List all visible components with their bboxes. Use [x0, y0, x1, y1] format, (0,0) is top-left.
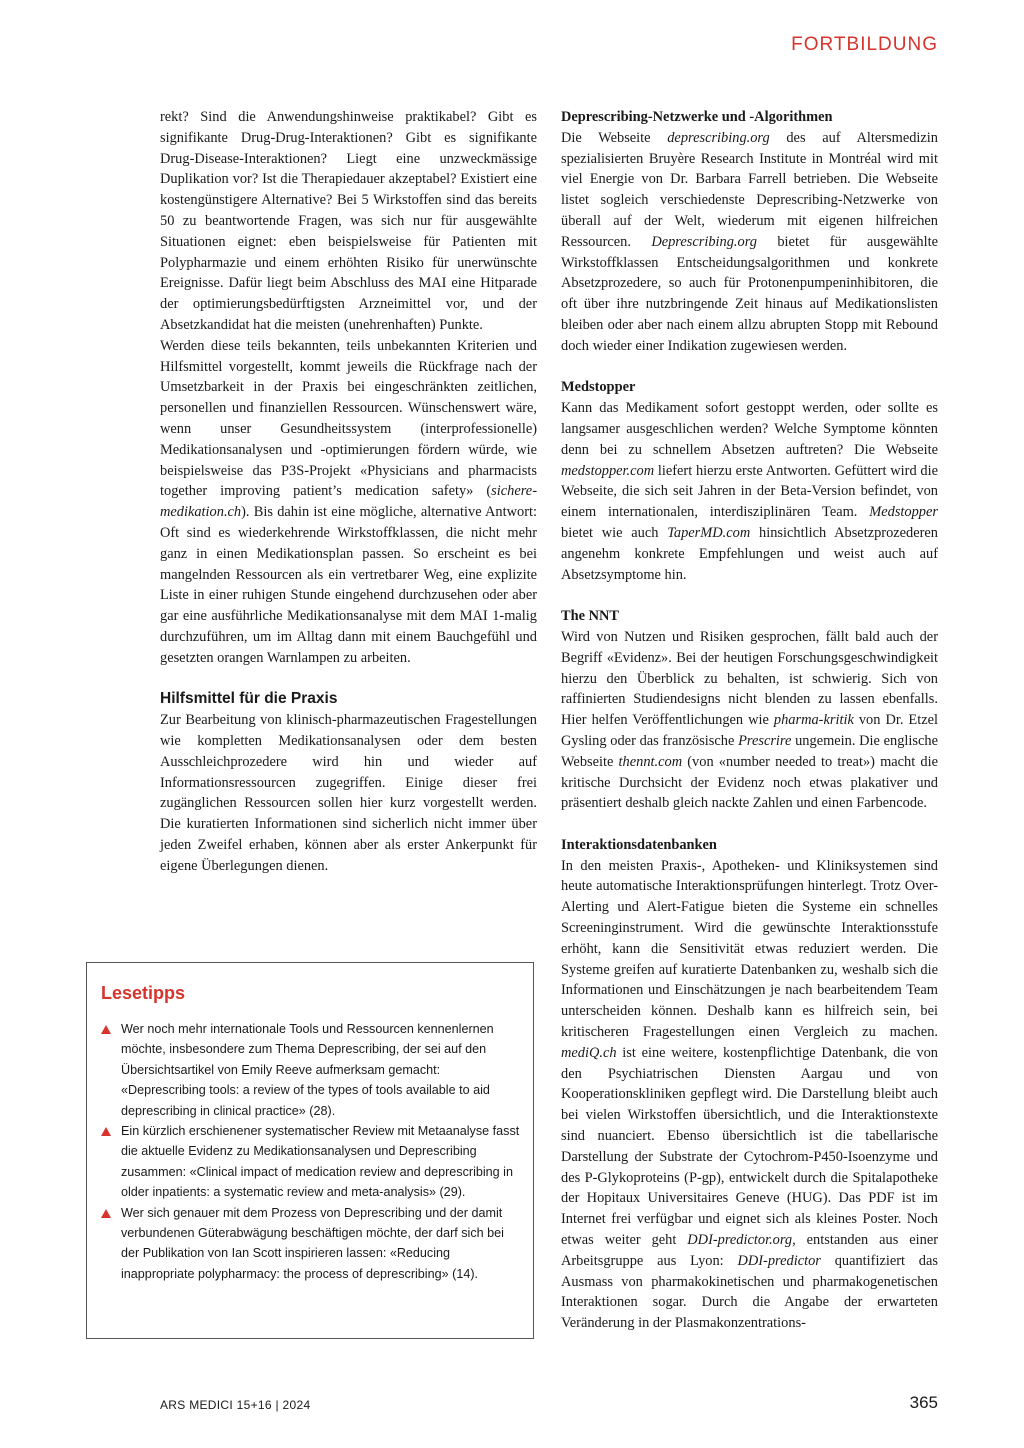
section-label: FORTBILDUNG [791, 34, 938, 55]
section-heading: Hilfsmittel für die Praxis [160, 690, 338, 708]
paragraph: Kann das Medikament sofort gestoppt werden, oder sollte es langsamer ausgeschlichen werden? Welche Symptome könnten denn bei zu schnellem Absetzen auftreten? Die Webseite medstopper.com liefert hierzu erste Antworten. Gefüttert wird die Webseite, die sich seit Jahren in der Beta-Version befindet, von einem internationalen, interdisziplinären Team. Medstopper bietet wie auch TaperMD.com hinsichtlich Absetzprozederen angenehm konkrete Empfehlungen und weist auch auf Absetzsymptome hin. [561, 400, 938, 583]
journal-footer: ARS MEDICI 15+16 | 2024 [160, 1398, 311, 1412]
left-column [160, 107, 537, 876]
link-thennt[interactable]: thennt.com [618, 753, 683, 770]
paragraph: Zur Bearbeitung von klinisch-pharmazeutischen Fragestellungen wie kompletten Medikationsanalysen oder dem besten Ausschleichprozedere wird hin und wieder auf Informationsressourcen zugegriffen. Einige dieser frei zugänglichen Ressourcen sollen hier kurz vorgestellt werden. Die kuratierten Informationen sind sicherlich nicht immer über jeden Zweifel erhaben, können aber als erster Ankerpunkt für eigene Überlegungen dienen. [160, 712, 537, 874]
link-mediq[interactable]: mediQ.ch [561, 1044, 617, 1061]
right-column [561, 107, 938, 1334]
link-deprescribing[interactable]: Deprescribing.org [651, 233, 757, 250]
paragraph: Die Webseite deprescribing.org des auf Altersmedizin spezialisierten Bruyère Research Institute in Montréal wird mit viel Energie von Dr. Barbara Farrell betrieben. Die Webseite listet sogleich verschiedenste Deprescribing-Netzwerke von überall auf der Welt, wiederum mit eigenen hilfreichen Ressourcen. Deprescribing.org bietet für ausgewählte Wirkstoffklassen Entscheidungsalgorithmen und konkrete Absetzprozedere, so auch für Protonenpumpeninhibitoren, die oft über ihre nutzbringende Zeit hinaus auf Medikationslisten bleiben oder aber nach einem allzu abrupten Stopp mit Rebound doch wieder einer Indikation zugewiesen werden. [561, 129, 938, 354]
link-medstopper: Medstopper [869, 504, 938, 521]
triangle-bullet-icon [101, 1025, 111, 1034]
ddi-predictor-ref: DDI-predictor [737, 1252, 821, 1269]
list-item: Wer noch mehr internationale Tools und Ressourcen kennenlernen möchte, insbesondere zum Thema Deprescribing, der sei auf den Übersichtsartikel von Emily Reeve aufmerksam gemacht: «Deprescribing tools: a review of the types of tools available to aid deprescribing in clinical practice» (28). [101, 1019, 521, 1121]
prescrire-ref: Prescrire [738, 732, 792, 749]
link-deprescribing[interactable]: deprescribing.org [667, 129, 770, 146]
paragraph: Wird von Nutzen und Risiken gesprochen, fällt bald auch der Begriff «Evidenz». Bei der heutigen Forschungsgeschwindigkeit hierzu den Überblick zu behalten, ist schwierig. Sich von raffinierten Studiendesigns nicht blenden zu lassen ebenfalls. Hier helfen Veröffentlichungen wie pharma-kritik von Dr. Etzel Gysling oder das französische Prescrire ungemein. Die englische Webseite thennt.com (von «number needed to treat») macht die kritische Durchsicht der Evidenz noch etwas plakativer und präsentiert deshalb gleich nackte Zahlen und einen Farbencode. [561, 628, 938, 812]
reading-tips-list [101, 1019, 521, 1284]
paragraph: Werden diese teils bekannten, teils unbekannten Kriterien und Hilfsmittel vorgestellt, kommt jeweils die Rückfrage nach der Umsetzbarkeit in der Praxis bei eingeschränkten zeitlichen, personellen und finanziellen Ressourcen. Wünschenswert wäre, wenn unser Gesundheitssystem (interprofessionelle) Medikationsanalysen und -optimierungen fördern würde, wie beispielsweise das P3S-Projekt «Physicians and pharmacists together improving patient’s medication safety» (sichere-medikation.ch). Bis dahin ist eine mögliche, alternative Antwort: Oft sind es wiederkehrende Wirkstoffklassen, die nicht mehr ganz in einen Medikationsplan passen. So erscheint es bei mangelnden Ressourcen als ein vertretbarer Weg, eine explizite Liste in einer ruhigen Stunde eingehend durchzusehen oder aber gar eine ausführliche Medikationsanalyse mit dem MAI 1-malig durchzuführen, um im Alltag dann mit einem Bauchgefühl und gesetzten orangen Warnlampen zu arbeiten. [160, 337, 537, 666]
subheading: Interaktionsdatenbanken [561, 836, 717, 853]
link-sichere-medikation[interactable]: sichere-medikation.ch [160, 483, 537, 521]
page-number: 365 [909, 1393, 938, 1412]
triangle-bullet-icon [101, 1127, 111, 1136]
reading-tips-box [86, 962, 534, 1339]
link-ddi-predictor[interactable]: DDI-predictor.org, [687, 1232, 796, 1249]
link-tapermd[interactable]: TaperMD.com [667, 524, 751, 541]
subheading: Medstopper [561, 379, 636, 396]
list-item: Ein kürzlich erschienener systematischer Review mit Metaanalyse fasst die aktuelle Evidenz zu Medikationsanalysen und Deprescribing zusammen: «Clinical impact of medication review and deprescribing in older inpatients: a systematic review and meta-analysis» (29). [101, 1121, 521, 1203]
link-medstopper[interactable]: medstopper.com [561, 462, 655, 479]
paragraph: rekt? Sind die Anwendungshinweise praktikabel? Gibt es signifikante Drug-Drug-Interaktionen? Gibt es signifikante Drug-Disease-Interaktionen? Liegt eine unzweckmässige Duplikation vor? Ist die Therapiedauer akzeptabel? Existiert eine kostengünstigere Alternative? Bei 5 Wirkstoffen sind das bereits 50 zu beantwortende Fragen, was sich nur für ausgewählte Situationen eignet: eben beispielsweise für Patienten mit Polypharmazie und einem erhöhten Risiko für unerwünschte Ereignisse. Dafür liegt beim Abschluss des MAI eine Hitparade der optimierungsbedürftigsten Arzneimittel vor, und der Absetzkandidat hat die meisten (unehrenhaften) Punkte. [160, 109, 537, 333]
pharma-kritik-ref: pharma-kritik [773, 712, 854, 729]
paragraph: In den meisten Praxis-, Apotheken- und Kliniksystemen sind heute automatische Interaktionsprüfungen hinterlegt. Trotz Over-Alerting und Alert-Fatigue bieten die Systeme ein schnelles Screeninginstrument. Wird die gewünschte Interaktionsstufe erhöht, kann die Sensitivität etwas reduziert werden. Die Systeme greifen auf kuratierte Datenbanken zu, weshalb sich die Informationen und Einschätzungen je nach bearbeitendem Team unterscheiden können. Deshalb kann es hilfreich sein, bei kritischeren Fragestellungen einen Vergleich zu machen. mediQ.ch ist eine weitere, kostenpflichtige Datenbank, die von den Psychiatrischen Diensten Aargau und von Kooperationskliniken gepflegt wird. Die Darstellung bleibt auch bei vielen Wirkstoffen übersichtlich, und die Interaktionstexte sind nuanciert. Ebenso übersichtlich ist die tabellarische Darstellung der Substrate der Cytochrom-P450-Isoenzyme und des P-Glykoproteins (P-gp), entwickelt durch die Spitalapotheke der Hopitaux Universitaires Geneve (HUG). Das PDF ist im Internet frei verfügbar und eignet sich als kleines Poster. Noch etwas weiter geht DDI-predictor.org, entstanden aus einer Arbeitsgruppe aus Lyon: DDI-predictor quantifiziert das Ausmass von pharmakokinetischen und pharmakogenetischen Interaktionen sogar. Durch die Angabe der erwarteten Veränderung in der Plasmakonzentrations- [561, 857, 938, 1332]
triangle-bullet-icon [101, 1209, 111, 1218]
list-item: Wer sich genauer mit dem Prozess von Deprescribing und der damit verbundenen Güterabwägung beschäftigen möchte, der darf sich bei der Publikation von Ian Scott inspirieren lassen: «Reducing inappropriate polypharmacy: the process of deprescribing» (14). [101, 1203, 521, 1285]
subheading: The NNT [561, 608, 619, 625]
box-title: Lesetipps [101, 983, 186, 1003]
subheading: Deprescribing-Netzwerke und -Algorithmen [561, 109, 833, 125]
